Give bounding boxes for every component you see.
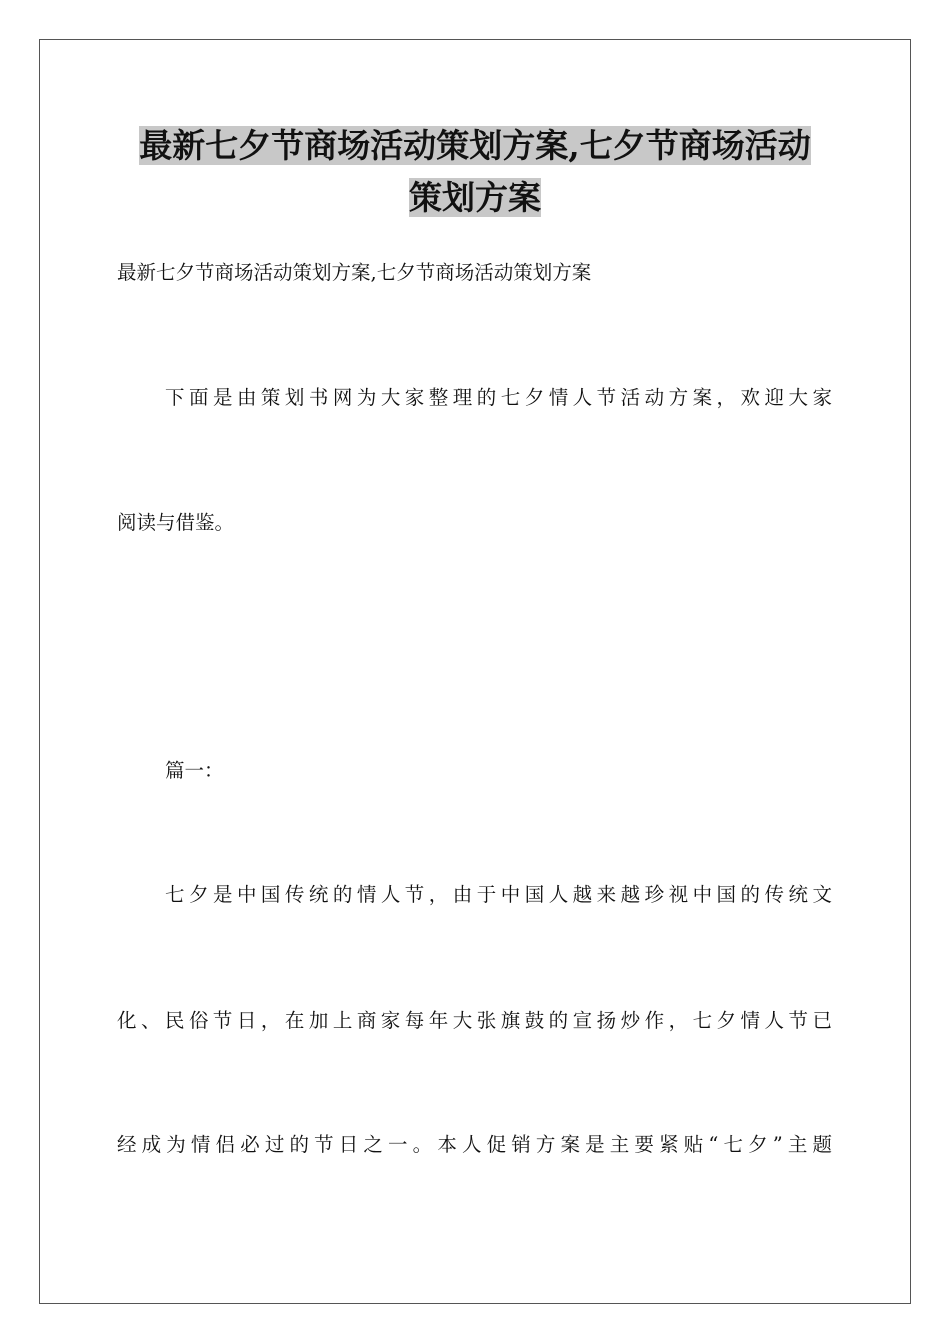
title-line-2: 策划方案 [409,178,541,217]
paragraph-2-line-2: 化、民俗节日，在加上商家每年大张旗鼓的宣扬炒作，七夕情人节已 [117,1009,832,1032]
paragraph-2-line-1: 七夕是中国传统的情人节，由于中国人越来越珍视中国的传统文 [165,883,832,906]
paragraph-1-line-1: 下面是由策划书网为大家整理的七夕情人节活动方案，欢迎大家 [165,386,832,409]
section-label: 篇一： [165,759,224,782]
subtitle-text: 最新七夕节商场活动策划方案,七夕节商场活动策划方案 [117,261,592,284]
paragraph-1-line-2: 阅读与借鉴。 [117,511,235,534]
document-title [110,120,840,224]
page-border [39,39,911,1304]
title-line-1: 最新七夕节商场活动策划方案,七夕节商场活动 [139,126,811,165]
paragraph-2-line-3: 经成为情侣必过的节日之一。本人促销方案是主要紧贴“七夕”主题 [117,1133,832,1156]
